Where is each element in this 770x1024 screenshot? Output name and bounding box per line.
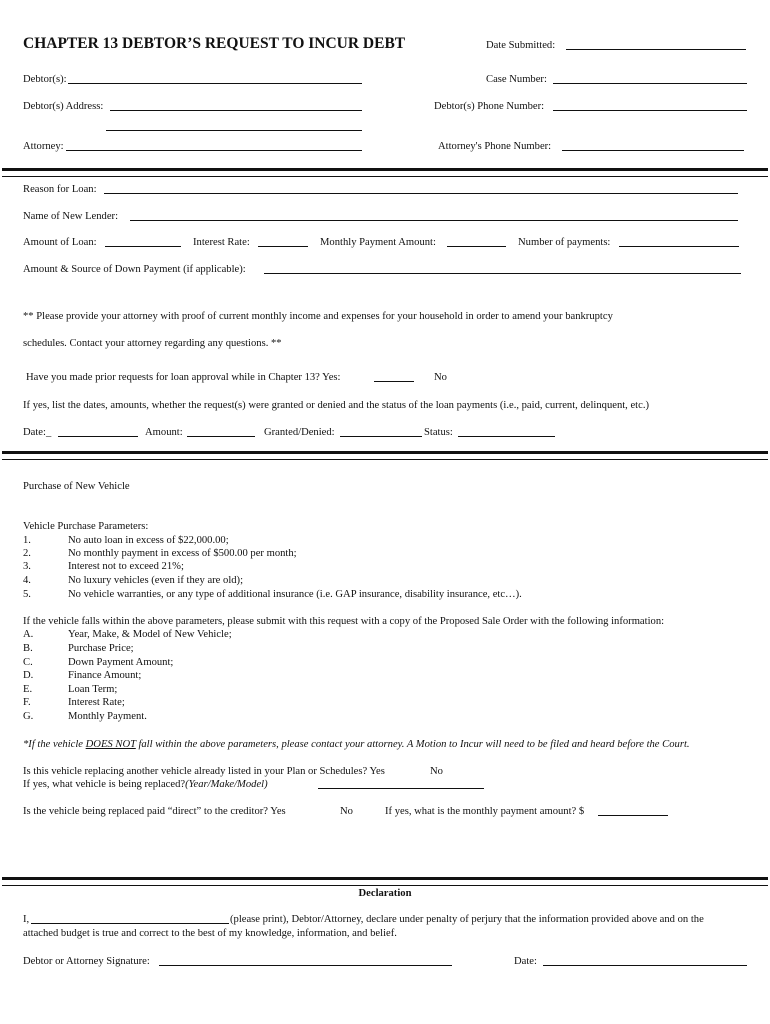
direct-amount-label: If yes, what is the monthly payment amount? $ — [385, 806, 585, 817]
attorney-field[interactable] — [66, 150, 362, 151]
info-text: Purchase Price; — [68, 643, 134, 654]
info-letter: A. — [23, 629, 34, 640]
debtors-label: Debtor(s): — [23, 74, 67, 85]
submit-intro: If the vehicle falls within the above parameters, please submit with this request with a copy of the Proposed Sale Order with the following information: — [23, 616, 665, 627]
vehicle-heading: Purchase of New Vehicle — [23, 481, 130, 492]
attorney-phone-label: Attorney's Phone Number: — [438, 141, 552, 152]
case-number-label: Case Number: — [486, 74, 547, 85]
date-submitted-field[interactable] — [566, 49, 746, 50]
print-name-field[interactable] — [31, 923, 229, 924]
signature-label: Debtor or Attorney Signature: — [23, 956, 150, 967]
param-text: No luxury vehicles (even if they are old); — [68, 575, 244, 586]
prior-status-label: Status: — [424, 427, 453, 438]
declaration-date-field[interactable] — [543, 965, 747, 966]
replacing-no[interactable]: No — [430, 766, 443, 777]
info-letter: C. — [23, 657, 33, 668]
info-letter: E. — [23, 684, 33, 695]
info-text: Year, Make, & Model of New Vehicle; — [68, 629, 232, 640]
interest-label: Interest Rate: — [193, 237, 250, 248]
signature-field[interactable] — [159, 965, 452, 966]
warning-pre: *If the vehicle — [23, 739, 86, 750]
note-line2: schedules. Contact your attorney regarding any questions. ** — [23, 338, 282, 349]
params-heading: Vehicle Purchase Parameters: — [23, 521, 149, 532]
param-num: 4. — [23, 575, 31, 586]
info-text: Loan Term; — [68, 684, 118, 695]
param-num: 5. — [23, 589, 31, 600]
prior-amount-label: Amount: — [145, 427, 183, 438]
direct-no[interactable]: No — [340, 806, 353, 817]
amount-label: Amount of Loan: — [23, 237, 97, 248]
address-label: Debtor(s) Address: — [23, 101, 104, 112]
param-num: 3. — [23, 561, 31, 572]
phone-field[interactable] — [553, 110, 747, 111]
debtors-field[interactable] — [68, 83, 362, 84]
param-text: No auto loan in excess of $22,000.00; — [68, 535, 229, 546]
prior-yes-field[interactable] — [374, 381, 414, 382]
param-num: 1. — [23, 535, 31, 546]
num-payments-field[interactable] — [619, 246, 739, 247]
prior-date-label: Date:_ — [23, 427, 52, 438]
amount-field[interactable] — [105, 246, 181, 247]
down-payment-field[interactable] — [264, 273, 741, 274]
info-letter: B. — [23, 643, 33, 654]
monthly-label: Monthly Payment Amount: — [320, 237, 436, 248]
address-field-line2[interactable] — [106, 130, 362, 131]
monthly-field[interactable] — [447, 246, 506, 247]
prior-no[interactable]: No — [434, 372, 447, 383]
declaration-i: I, — [23, 914, 30, 925]
section-divider — [2, 451, 768, 460]
replaced-hint: (Year/Make/Model) — [185, 779, 268, 790]
form-title: CHAPTER 13 DEBTOR’S REQUEST TO INCUR DEBT — [23, 35, 406, 52]
info-text: Down Payment Amount; — [68, 657, 174, 668]
lender-field[interactable] — [130, 220, 738, 221]
replaced-vehicle-field[interactable] — [318, 788, 484, 789]
info-letter: F. — [23, 697, 31, 708]
declaration-date-label: Date: — [514, 956, 537, 967]
info-letter: D. — [23, 670, 34, 681]
section-divider — [2, 877, 768, 886]
declaration-title: Declaration — [358, 888, 412, 899]
attorney-phone-field[interactable] — [562, 150, 744, 151]
reason-field[interactable] — [104, 193, 738, 194]
warning-post: fall within the above parameters, please contact your attorney. A Motion to Incur will need to be filed and heard before the Court. — [135, 739, 690, 750]
prior-amount-field[interactable] — [187, 436, 255, 437]
direct-amount-field[interactable] — [598, 815, 668, 816]
direct-question: Is the vehicle being replaced paid “direct” to the creditor? Yes — [23, 806, 286, 817]
case-number-field[interactable] — [553, 83, 747, 84]
param-text: Interest not to exceed 21%; — [68, 561, 184, 572]
phone-label: Debtor(s) Phone Number: — [434, 101, 545, 112]
prior-granted-label: Granted/Denied: — [264, 427, 335, 438]
info-text: Monthly Payment. — [68, 711, 147, 722]
prior-question: Have you made prior requests for loan approval while in Chapter 13? Yes: — [26, 372, 341, 383]
info-letter: G. — [23, 711, 34, 722]
reason-label: Reason for Loan: — [23, 184, 97, 195]
note-line1: ** Please provide your attorney with proof of current monthly income and expenses for your household in order to amend your bankruptcy — [23, 311, 613, 322]
address-field-line1[interactable] — [110, 110, 362, 111]
prior-instructions: If yes, list the dates, amounts, whether the request(s) were granted or denied and the status of the loan payments (i.e., paid, current, delinquent, etc.) — [23, 400, 650, 411]
info-text: Interest Rate; — [68, 697, 125, 708]
prior-status-field[interactable] — [458, 436, 555, 437]
replaced-question-text: If yes, what vehicle is being replaced? — [23, 779, 186, 790]
section-divider — [2, 168, 768, 177]
num-payments-label: Number of payments: — [518, 237, 611, 248]
interest-field[interactable] — [258, 246, 308, 247]
warning-emphasis: DOES NOT — [85, 739, 136, 750]
lender-label: Name of New Lender: — [23, 211, 119, 222]
declaration-line1: (please print), Debtor/Attorney, declare under penalty of perjury that the information provided above and on the — [230, 914, 704, 925]
param-text: No monthly payment in excess of $500.00 per month; — [68, 548, 297, 559]
vehicle-warning — [23, 738, 690, 751]
param-text: No vehicle warranties, or any type of additional insurance (i.e. GAP insurance, disability insurance, etc…). — [68, 589, 522, 600]
replacing-question: Is this vehicle replacing another vehicle already listed in your Plan or Schedules? Yes — [23, 766, 385, 777]
attorney-label: Attorney: — [23, 141, 64, 152]
down-payment-label: Amount & Source of Down Payment (if applicable): — [23, 264, 246, 275]
prior-granted-field[interactable] — [340, 436, 422, 437]
info-text: Finance Amount; — [68, 670, 142, 681]
prior-date-field[interactable] — [58, 436, 138, 437]
replaced-question — [23, 778, 268, 791]
param-num: 2. — [23, 548, 31, 559]
date-submitted-label: Date Submitted: — [486, 40, 556, 51]
declaration-line2: attached budget is true and correct to the best of my knowledge, information, and belief. — [23, 928, 397, 939]
